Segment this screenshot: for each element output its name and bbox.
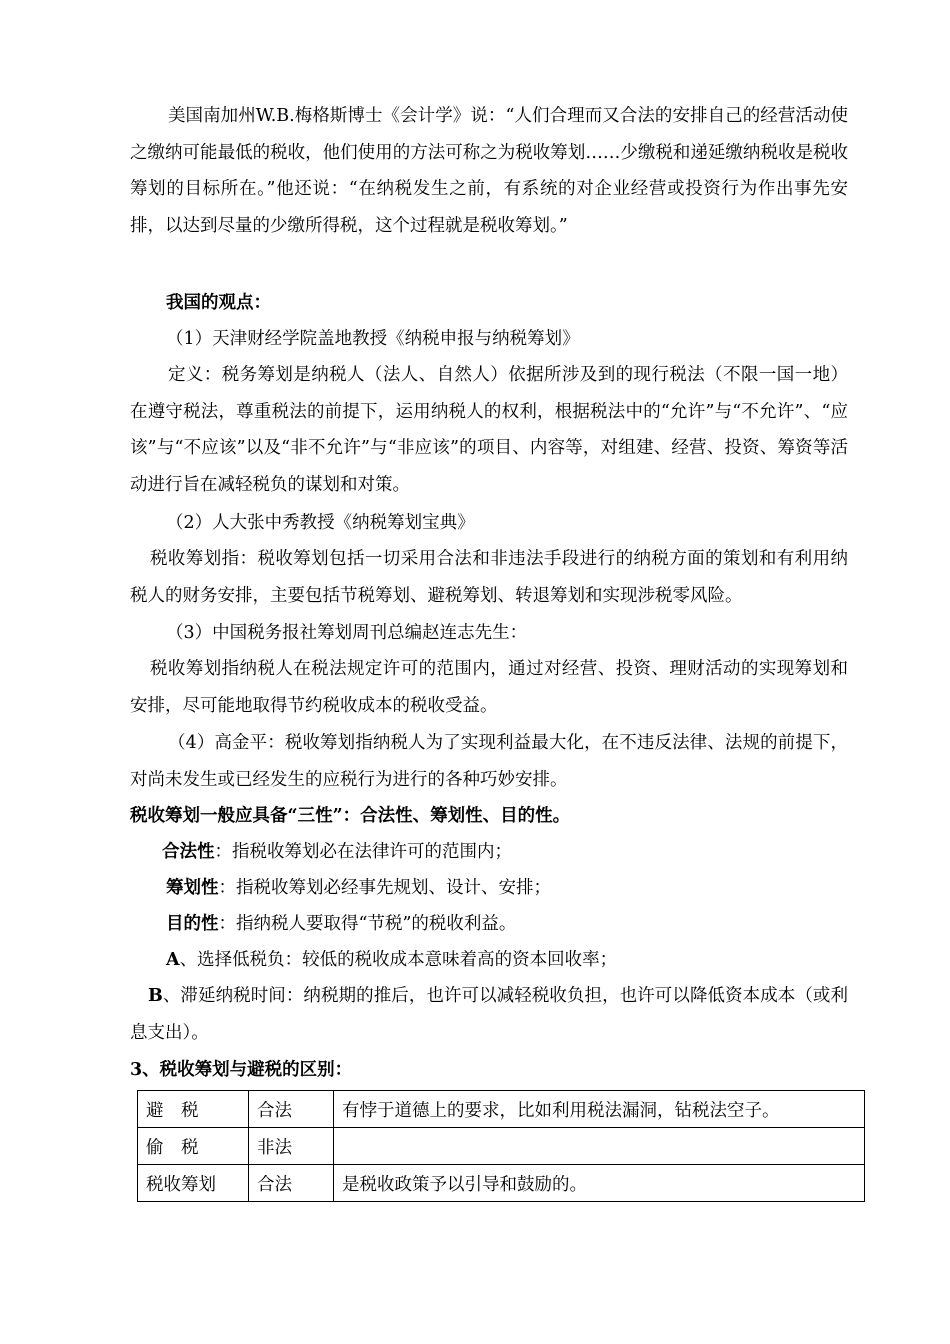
purpose-label: 目的性 (166, 914, 219, 934)
purpose-line (166, 906, 884, 943)
legality-line (162, 834, 880, 871)
purpose-text: ：指纳税人要取得“节税”的税收利益。 (218, 914, 517, 934)
table-row (138, 1128, 865, 1165)
table-cell-legality: 非法 (249, 1128, 334, 1165)
point-a-text: 、选择低税负：较低的税收成本意味着高的资本回收率； (179, 950, 618, 970)
legality-text: ：指税收筹划必在法律许可的范围内； (214, 842, 512, 862)
point-a-line (166, 942, 884, 979)
heading-three-characteristics: 税收筹划一般应具备“三性”：合法性、筹划性、目的性。 (130, 806, 571, 826)
paragraph-meigs-quote: 美国南加州W.B.梅格斯博士《会计学》说：“人们合理而又合法的安排自己的经营活动使之缴纳可能最低的税收，他们使用的方法可称之为税收筹划……少缴税和递延缴纳税收是税收筹划的目标所在。”他还说：“在纳税发生之前，有系统的对企业经营或投资行为作出事先安排，以达到尽量的少缴所得税，这个过程就是税收筹划。” (130, 106, 848, 236)
item2-title: （2）人大张中秀教授《纳税筹划宝典》 (166, 513, 475, 533)
table-cell-name: 税收筹划 (138, 1165, 249, 1202)
item1-title: （1）天津财经学院盖地教授《纳税申报与纳税筹划》 (166, 329, 580, 349)
table-cell-name: 避 税 (138, 1091, 249, 1128)
point-b-line (130, 978, 848, 1051)
planning-label: 筹划性 (166, 878, 219, 898)
item1-body: 定义：税务筹划是纳税人（法人、自然人）依据所涉及到的现行税法（不限一国一地）在遵守税法，尊重税法的前提下，运用纳税人的权利，根据税法中的“允许”与“不允许”、“应该”与“不应该”以及“非不允许”与“非应该”的项目、内容等，对组建、经营、投资、筹资等活动进行旨在减轻税负的谋划和对策。 (130, 365, 848, 495)
table-cell-legality: 合法 (249, 1165, 334, 1202)
heading-difference: 3、税收筹划与避税的区别： (130, 1060, 353, 1080)
item3-body: 税收筹划指纳税人在税法规定许可的范围内，通过对经营、投资、理财活动的实现筹划和安排，尽可能地取得节约税收成本的税收受益。 (130, 659, 848, 716)
table-row (138, 1091, 865, 1128)
comparison-table (137, 1090, 865, 1202)
planning-text: ：指税收筹划必经事先规划、设计、安排； (218, 878, 551, 898)
planning-line (166, 870, 884, 907)
table-cell-note: 有悖于道德上的要求，比如利用税法漏洞，钻税法空子。 (334, 1091, 865, 1128)
item4: （4）高金平：税收筹划指纳税人为了实现利益最大化，在不违反法律、法规的前提下，对尚未发生或已经发生的应税行为进行的各种巧妙安排。 (130, 733, 848, 790)
table-cell-note (334, 1128, 865, 1165)
heading-china-views: 我国的观点： (166, 293, 271, 313)
table-cell-note: 是税收政策予以引导和鼓励的。 (334, 1165, 865, 1202)
table-cell-legality: 合法 (249, 1091, 334, 1128)
item2-body: 税收筹划指：税收筹划包括一切采用合法和非违法手段进行的纳税方面的策划和有利用纳税人的财务安排，主要包括节税筹划、避税筹划、转退筹划和实现涉税零风险。 (130, 549, 848, 606)
point-a-label: A (166, 950, 180, 970)
point-b-text: 、滞延纳税时间：纳税期的推后，也许可以减轻税收负担，也许可以降低资本成本（或利息支出）。 (130, 986, 848, 1043)
point-b-label: B (148, 986, 163, 1006)
table-row (138, 1165, 865, 1202)
table-cell-name: 偷 税 (138, 1128, 249, 1165)
item3-title: （3）中国税务报社筹划周刊总编赵连志先生： (166, 623, 528, 643)
legality-label: 合法性 (162, 842, 215, 862)
